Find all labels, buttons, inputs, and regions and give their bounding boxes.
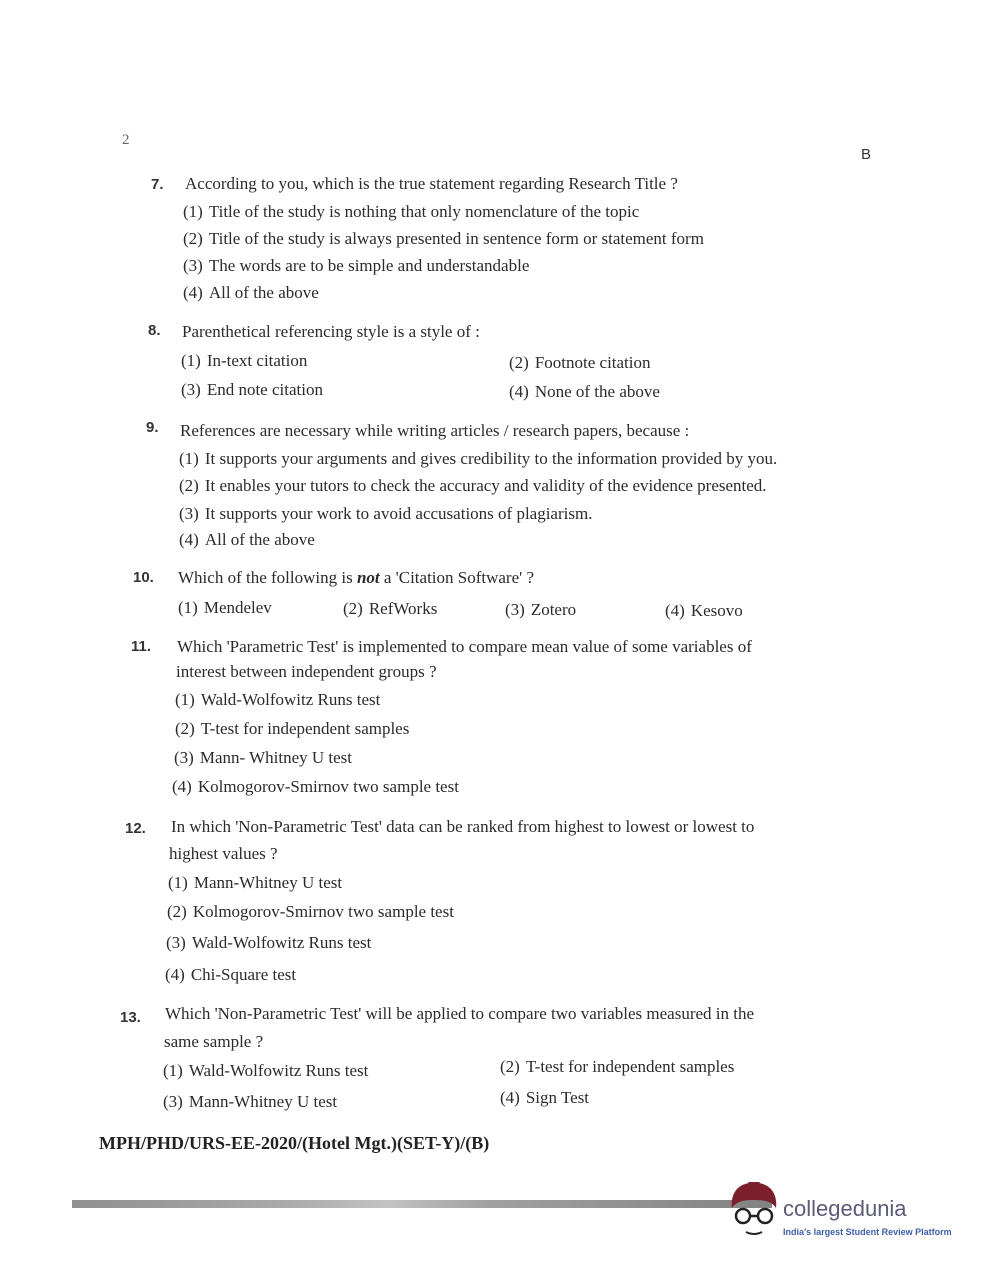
option-number: (4)	[172, 777, 192, 796]
option-text: Wald-Wolfowitz Runs test	[200, 690, 381, 709]
option-text: Zotero	[530, 600, 577, 619]
option-number: (2)	[183, 229, 203, 248]
option-number: (1)	[163, 1061, 183, 1080]
option-number: (2)	[509, 353, 529, 372]
question-text: Parenthetical referencing style is a style of :	[182, 322, 480, 341]
option-2	[343, 599, 437, 619]
option-text: T-test for independent samples	[200, 719, 410, 738]
option-3	[179, 504, 592, 524]
question-number: 13.	[120, 1009, 141, 1026]
question-text-line-1: Which 'Non-Parametric Test' will be applied to compare two variables measured in the	[165, 1004, 755, 1023]
option-text: The words are to be simple and understandable	[208, 256, 530, 275]
mascot-icon	[726, 1178, 782, 1240]
option-number: (3)	[181, 380, 201, 399]
option-2	[167, 902, 454, 922]
option-text: Kolmogorov-Smirnov two sample test	[192, 902, 454, 921]
question-text-part: a 'Citation Software' ?	[379, 568, 535, 587]
option-text: In-text citation	[206, 351, 308, 370]
option-number: (4)	[183, 283, 203, 302]
set-code: B	[861, 146, 872, 163]
option-text: Chi-Square test	[190, 965, 297, 984]
question-text-part: Which of the following is	[178, 568, 357, 587]
question-number: 8.	[148, 322, 161, 339]
question-text-line-2: interest between independent groups ?	[176, 662, 437, 681]
option-number: (4)	[665, 601, 685, 620]
option-text: End note citation	[206, 380, 323, 399]
option-text: Mann- Whitney U test	[199, 748, 353, 767]
option-text: Wald-Wolfowitz Runs test	[188, 1061, 369, 1080]
brand-name: collegedunia	[783, 1196, 907, 1221]
option-number: (1)	[183, 202, 203, 221]
question-number: 7.	[151, 176, 164, 193]
option-text: All of the above	[204, 530, 315, 549]
option-4	[179, 530, 315, 550]
option-number: (2)	[175, 719, 195, 738]
option-1	[183, 202, 639, 222]
option-number: (3)	[179, 504, 199, 523]
option-3	[181, 380, 323, 400]
option-number: (2)	[167, 902, 187, 921]
option-3	[163, 1092, 337, 1112]
option-number: (2)	[343, 599, 363, 618]
option-number: (4)	[500, 1088, 520, 1107]
option-number: (4)	[179, 530, 199, 549]
option-number: (2)	[179, 476, 199, 495]
option-text: It enables your tutors to check the accuracy and validity of the evidence presented.	[204, 476, 767, 495]
option-4	[172, 777, 459, 797]
option-1	[168, 873, 342, 893]
option-4	[183, 283, 319, 303]
option-4	[509, 382, 660, 402]
option-text: RefWorks	[368, 599, 438, 618]
option-1	[175, 690, 380, 710]
option-1	[178, 598, 272, 618]
option-1	[179, 449, 777, 469]
page-number: 2	[122, 132, 130, 148]
option-number: (3)	[505, 600, 525, 619]
option-3	[174, 748, 352, 768]
option-number: (4)	[165, 965, 185, 984]
paper-code: MPH/PHD/URS-EE-2020/(Hotel Mgt.)(SET-Y)/(B)	[99, 1133, 490, 1153]
question-text-line-1: Which 'Parametric Test' is implemented to compare mean value of some variables of	[177, 637, 752, 656]
question-number: 10.	[133, 569, 154, 586]
question-text-line-2: same sample ?	[164, 1032, 264, 1051]
option-number: (1)	[179, 449, 199, 468]
option-text: It supports your arguments and gives credibility to the information provided by you.	[204, 449, 778, 468]
option-number: (2)	[500, 1057, 520, 1076]
option-3	[183, 256, 529, 276]
option-text: T-test for independent samples	[525, 1057, 735, 1076]
option-text: None of the above	[534, 382, 660, 401]
brand-tagline: India's largest Student Review Platform	[783, 1227, 952, 1237]
option-number: (3)	[183, 256, 203, 275]
option-number: (1)	[178, 598, 198, 617]
option-number: (1)	[168, 873, 188, 892]
question-text-line-2: highest values ?	[169, 844, 278, 863]
option-3	[505, 600, 576, 620]
option-text: Title of the study is nothing that only nomenclature of the topic	[208, 202, 640, 221]
option-text: Mendelev	[203, 598, 272, 617]
question-text: References are necessary while writing articles / research papers, because :	[180, 421, 690, 440]
option-2	[175, 719, 409, 739]
option-2	[509, 353, 651, 373]
option-text: Wald-Wolfowitz Runs test	[191, 933, 372, 952]
question-number: 9.	[146, 419, 159, 436]
option-text: All of the above	[208, 283, 319, 302]
question-number: 11.	[131, 638, 152, 655]
scan-edge-band	[72, 1200, 772, 1208]
option-1	[163, 1061, 368, 1081]
option-text: It supports your work to avoid accusations of plagiarism.	[204, 504, 593, 523]
option-text: Footnote citation	[534, 353, 651, 372]
option-number: (4)	[509, 382, 529, 401]
option-text: Mann-Whitney U test	[188, 1092, 338, 1111]
option-text: Kolmogorov-Smirnov two sample test	[197, 777, 459, 796]
question-text: According to you, which is the true statement regarding Research Title ?	[185, 174, 678, 193]
option-text: Mann-Whitney U test	[193, 873, 343, 892]
option-text: Sign Test	[525, 1088, 590, 1107]
option-3	[166, 933, 371, 953]
option-4	[165, 965, 296, 985]
option-text: Title of the study is always presented in sentence form or statement form	[208, 229, 704, 248]
option-2	[179, 476, 767, 496]
option-number: (3)	[163, 1092, 183, 1111]
option-2	[500, 1057, 734, 1077]
question-number: 12.	[125, 820, 146, 837]
option-4	[500, 1088, 589, 1108]
option-4	[665, 601, 743, 621]
option-text: Kesovo	[690, 601, 743, 620]
option-number: (3)	[174, 748, 194, 767]
option-1	[181, 351, 307, 371]
option-2	[183, 229, 704, 249]
option-number: (1)	[181, 351, 201, 370]
question-text-line-1: In which 'Non-Parametric Test' data can be ranked from highest to lowest or lowest to	[171, 817, 755, 836]
question-text-emphasis: not	[356, 568, 380, 587]
option-number: (1)	[175, 690, 195, 709]
option-number: (3)	[166, 933, 186, 952]
question-text	[178, 568, 534, 588]
